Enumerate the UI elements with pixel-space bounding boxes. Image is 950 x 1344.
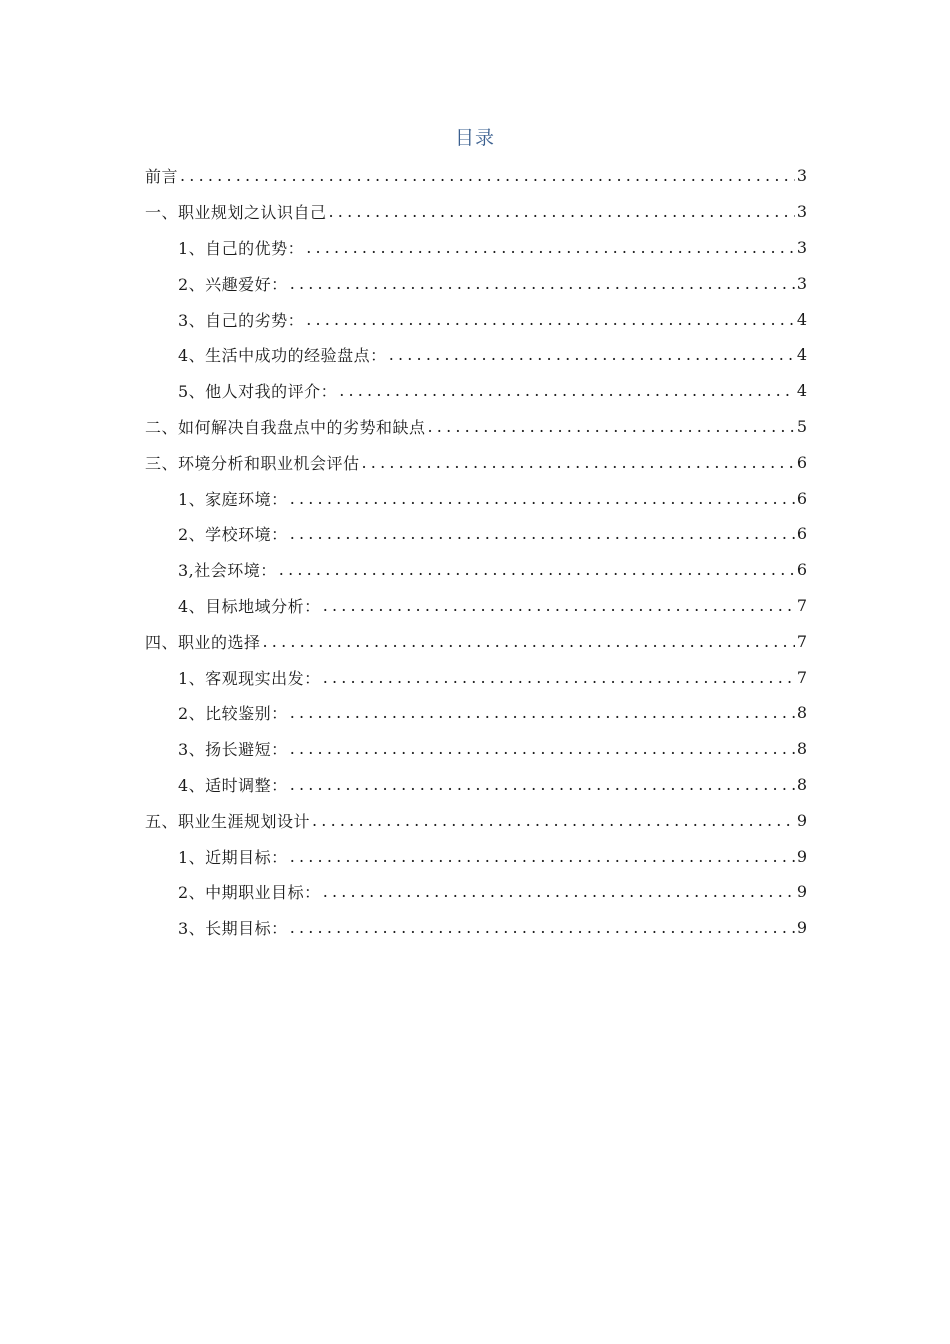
toc-entry-label: 1、近期目标： — [178, 847, 288, 867]
toc-dot-leader — [290, 739, 795, 758]
toc-entry[interactable] — [145, 588, 807, 624]
toc-entry[interactable] — [145, 194, 807, 230]
toc-entry[interactable] — [145, 731, 807, 767]
toc-entry-label: 3、扬长避短： — [178, 740, 288, 760]
toc-entry-label: 四、职业的选择 — [145, 632, 261, 652]
toc-entry[interactable] — [145, 910, 807, 946]
toc-entry-page-number: 7 — [796, 667, 807, 687]
toc-entry[interactable] — [145, 659, 807, 695]
toc-entry-page-number: 3 — [796, 237, 807, 257]
toc-dot-leader — [428, 417, 795, 436]
toc-dot-leader — [306, 238, 795, 257]
toc-dot-leader — [290, 703, 795, 722]
toc-dot-leader — [290, 524, 795, 543]
toc-entry[interactable] — [145, 409, 807, 445]
toc-entry[interactable] — [145, 802, 807, 838]
toc-entry[interactable] — [145, 230, 807, 266]
toc-entry-label: 3、长期目标： — [178, 919, 288, 939]
toc-entry[interactable] — [145, 265, 807, 301]
toc-entry-page-number: 4 — [796, 381, 807, 401]
toc-entry[interactable] — [145, 444, 807, 480]
toc-entry-page-number: 7 — [796, 595, 807, 615]
toc-entry-page-number: 7 — [796, 631, 807, 651]
toc-entry[interactable] — [145, 158, 807, 194]
toc-dot-leader — [362, 453, 795, 472]
toc-entry-label: 1、自己的优势： — [178, 238, 305, 258]
toc-entry-label: 4、目标地域分析： — [178, 596, 321, 616]
toc-entry-page-number: 6 — [796, 560, 807, 580]
toc-entry[interactable] — [145, 695, 807, 731]
toc-entry-label: 2、学校环境： — [178, 525, 288, 545]
toc-dot-leader — [180, 166, 795, 185]
toc-dot-leader — [290, 274, 795, 293]
toc-entry-label: 3,社会环境： — [178, 561, 277, 581]
toc-dot-leader — [290, 489, 795, 508]
toc-dot-leader — [389, 345, 795, 364]
toc-entry-label: 3、自己的劣势： — [178, 310, 305, 330]
toc-dot-leader — [263, 632, 795, 651]
table-of-contents — [145, 158, 807, 946]
toc-dot-leader — [279, 560, 795, 579]
toc-entry[interactable] — [145, 838, 807, 874]
toc-dot-leader — [306, 310, 795, 329]
toc-title: 目录 — [454, 127, 495, 149]
toc-dot-leader — [339, 381, 795, 400]
toc-entry-label: 二、如何解决自我盘点中的劣势和缺点 — [145, 417, 426, 437]
toc-entry-page-number: 9 — [796, 882, 807, 902]
toc-entry[interactable] — [145, 552, 807, 588]
toc-entry[interactable] — [145, 767, 807, 803]
toc-entry-page-number: 3 — [796, 166, 807, 186]
toc-dot-leader — [323, 882, 795, 901]
toc-entry-page-number: 8 — [796, 739, 807, 759]
toc-entry-page-number: 9 — [796, 846, 807, 866]
toc-dot-leader — [312, 811, 795, 830]
toc-entry[interactable] — [145, 337, 807, 373]
toc-entry-label: 2、比较鉴别： — [178, 704, 288, 724]
toc-dot-leader — [290, 847, 795, 866]
toc-entry-label: 1、客观现实出发： — [178, 668, 321, 688]
toc-dot-leader — [329, 202, 795, 221]
toc-entry[interactable] — [145, 373, 807, 409]
toc-entry[interactable] — [145, 874, 807, 910]
toc-entry-label: 4、生活中成功的经验盘点： — [178, 346, 387, 366]
toc-entry-page-number: 5 — [796, 416, 807, 436]
toc-entry-label: 4、适时调整： — [178, 775, 288, 795]
toc-entry-label: 2、中期职业目标： — [178, 883, 321, 903]
toc-entry-label: 5、他人对我的评介： — [178, 382, 338, 402]
toc-entry-page-number: 3 — [796, 202, 807, 222]
toc-dot-leader — [290, 775, 795, 794]
toc-entry-page-number: 6 — [796, 452, 807, 472]
toc-dot-leader — [290, 918, 795, 937]
toc-entry-page-number: 9 — [796, 810, 807, 830]
toc-entry-label: 三、环境分析和职业机会评估 — [145, 453, 360, 473]
toc-entry-label: 前言 — [145, 167, 179, 187]
toc-dot-leader — [323, 668, 795, 687]
toc-entry[interactable] — [145, 301, 807, 337]
toc-entry[interactable] — [145, 516, 807, 552]
toc-dot-leader — [323, 596, 795, 615]
toc-entry-label: 2、兴趣爱好： — [178, 274, 288, 294]
toc-entry-label: 1、家庭环境： — [178, 489, 288, 509]
toc-entry-page-number: 8 — [796, 774, 807, 794]
toc-entry-page-number: 9 — [796, 918, 807, 938]
toc-entry-page-number: 6 — [796, 524, 807, 544]
toc-entry-label: 一、职业规划之认识自己 — [145, 203, 327, 223]
toc-entry-page-number: 6 — [796, 488, 807, 508]
toc-entry-page-number: 3 — [796, 273, 807, 293]
toc-entry[interactable] — [145, 623, 807, 659]
toc-entry[interactable] — [145, 480, 807, 516]
toc-entry-page-number: 4 — [796, 309, 807, 329]
toc-entry-label: 五、职业生涯规划设计 — [145, 811, 311, 831]
toc-entry-page-number: 4 — [796, 345, 807, 365]
toc-entry-page-number: 8 — [796, 703, 807, 723]
